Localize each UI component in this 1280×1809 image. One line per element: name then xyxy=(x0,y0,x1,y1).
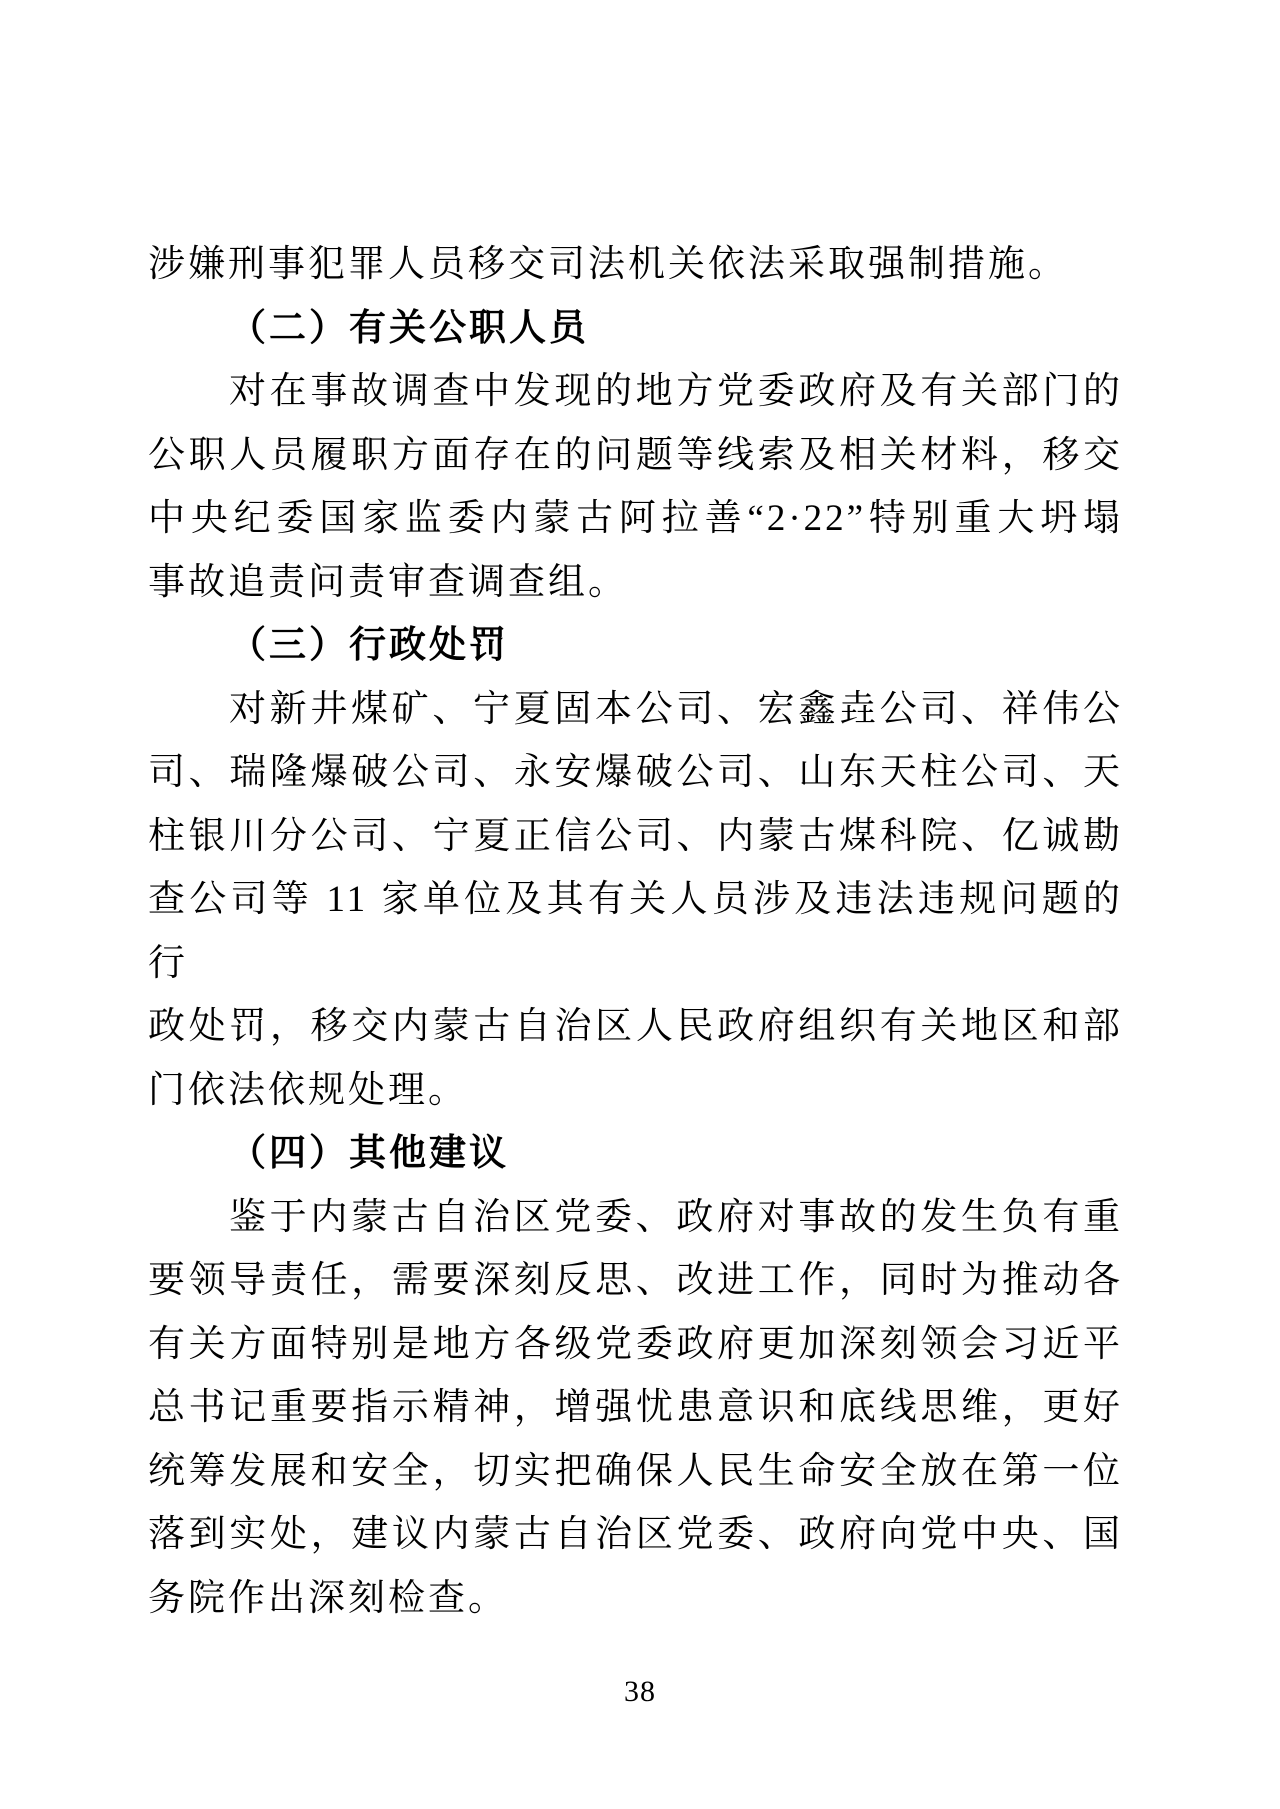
paragraph-line: 鉴于内蒙古自治区党委、政府对事故的发生负有重 xyxy=(229,1196,1123,1238)
paragraph-line: 务院作出深刻检查。 xyxy=(148,1577,508,1619)
paragraph-line: 门依法依规处理。 xyxy=(148,1069,468,1111)
paragraph-line: 要领导责任，需要深刻反思、改进工作，同时为推动各 xyxy=(148,1260,1123,1301)
paragraph-line: 政处罚，移交内蒙古自治区人民政府组织有关地区和部 xyxy=(148,1006,1123,1047)
section-heading: （四）其他建议 xyxy=(229,1133,509,1174)
page-number: 38 xyxy=(624,1675,656,1708)
section-heading: （三）行政处罚 xyxy=(229,625,509,666)
paragraph-line: 统筹发展和安全，切实把确保人民生命安全放在第一位 xyxy=(148,1450,1123,1492)
paragraph-line: 有关方面特别是地方各级党委政府更加深刻领会习近平 xyxy=(148,1323,1123,1365)
paragraph-line: 对在事故调查中发现的地方党委政府及有关部门的 xyxy=(229,371,1123,412)
paragraph-line: 总书记重要指示精神，增强忧患意识和底线思维，更好 xyxy=(148,1387,1123,1428)
paragraph-line: 柱银川分公司、宁夏正信公司、内蒙古煤科院、亿诚勘 xyxy=(148,815,1123,857)
paragraph-line: 事故追责问责审查调查组。 xyxy=(148,561,628,603)
paragraph-line: 落到实处，建议内蒙古自治区党委、政府向党中央、国 xyxy=(148,1514,1123,1555)
paragraph-line: 公职人员履职方面存在的问题等线索及相关材料，移交 xyxy=(148,434,1123,476)
paragraph-line: 对新井煤矿、宁夏固本公司、宏鑫垚公司、祥伟公 xyxy=(229,688,1123,730)
paragraph-line: 司、瑞隆爆破公司、永安爆破公司、山东天柱公司、天 xyxy=(148,752,1123,793)
section-heading: （二）有关公职人员 xyxy=(229,307,589,349)
paragraph-line: 中央纪委国家监委内蒙古阿拉善“2·22”特别重大坍塌 xyxy=(148,498,1123,539)
paragraph-line: 查公司等 11 家单位及其有关人员涉及违法违规问题的行 xyxy=(148,879,1123,984)
paragraph-line: 涉嫌刑事犯罪人员移交司法机关依法采取强制措施。 xyxy=(148,244,1068,285)
document-body xyxy=(148,233,1123,1630)
